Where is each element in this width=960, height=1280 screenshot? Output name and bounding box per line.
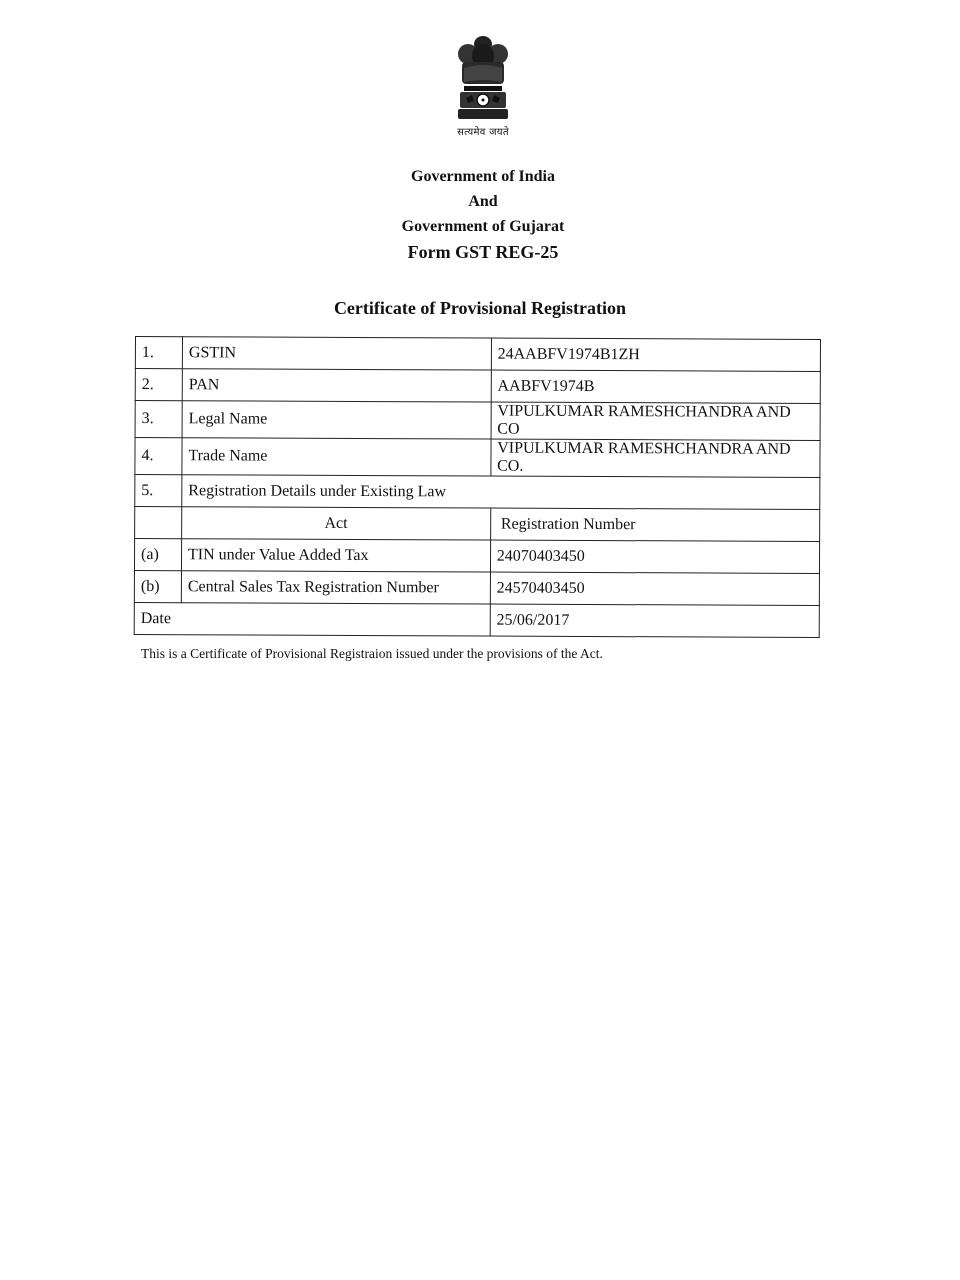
row-label: PAN [182,369,491,402]
act-name: TIN under Value Added Tax [181,539,490,572]
trade-name-value: VIPULKUMAR RAMESHCHANDRA AND CO. [491,439,820,477]
row-number: 3. [135,401,182,438]
issuing-authority [330,164,636,266]
table-row-legal-name [135,401,820,441]
table-row-cst [134,570,819,605]
column-header-registration-number-text: Registration Number [500,515,636,533]
heading-line-2: And [468,193,498,210]
gstin-value: 24AABFV1974B1ZH [491,338,820,371]
heading-line-3: Government of Gujarat [401,218,565,235]
row-number: (a) [134,539,181,571]
act-name: Central Sales Tax Registration Number [181,571,490,604]
row-number: (b) [134,570,181,602]
legal-name-text: VIPULKUMAR RAMESHCHANDRA AND CO [497,402,791,438]
row-number: 1. [135,337,182,369]
registration-number: 24570403450 [490,572,819,605]
row-number: 5. [135,475,182,507]
row-number: 2. [135,369,182,401]
form-number: Form GST REG-25 [407,242,559,262]
emblem [443,32,523,142]
certificate-title: Certificate of Provisional Registration [333,298,627,318]
table-row-trade-name [135,438,820,478]
table-row-date [134,602,819,637]
table-row-pan [135,369,820,404]
row-label: Legal Name [182,401,491,439]
legal-name-value [491,402,820,440]
pan-value: AABFV1974B [491,370,820,403]
table-row-registration-details [135,475,820,510]
registration-table [134,336,821,638]
column-header-registration-number [490,508,819,541]
table-row-vat [134,539,819,574]
state-emblem-icon [452,32,514,124]
emblem-motto: सत्यमेव जयते [457,127,509,138]
certificate-footnote: This is a Certificate of Provisional Registraion issued under the provisions of the Act. [141,646,603,661]
date-value: 25/06/2017 [490,604,819,637]
table-row-gstin [135,337,820,372]
existing-law-header-row [135,507,820,542]
registration-number: 24070403450 [490,540,819,573]
row-label: Registration Details under Existing Law [182,475,820,510]
row-label: Trade Name [182,438,491,476]
empty-cell [135,507,182,539]
date-label: Date [134,602,490,636]
column-header-act: Act [182,507,491,540]
heading-line-1: Government of India [411,168,555,185]
row-label: GSTIN [182,337,491,370]
row-number: 4. [135,438,182,475]
